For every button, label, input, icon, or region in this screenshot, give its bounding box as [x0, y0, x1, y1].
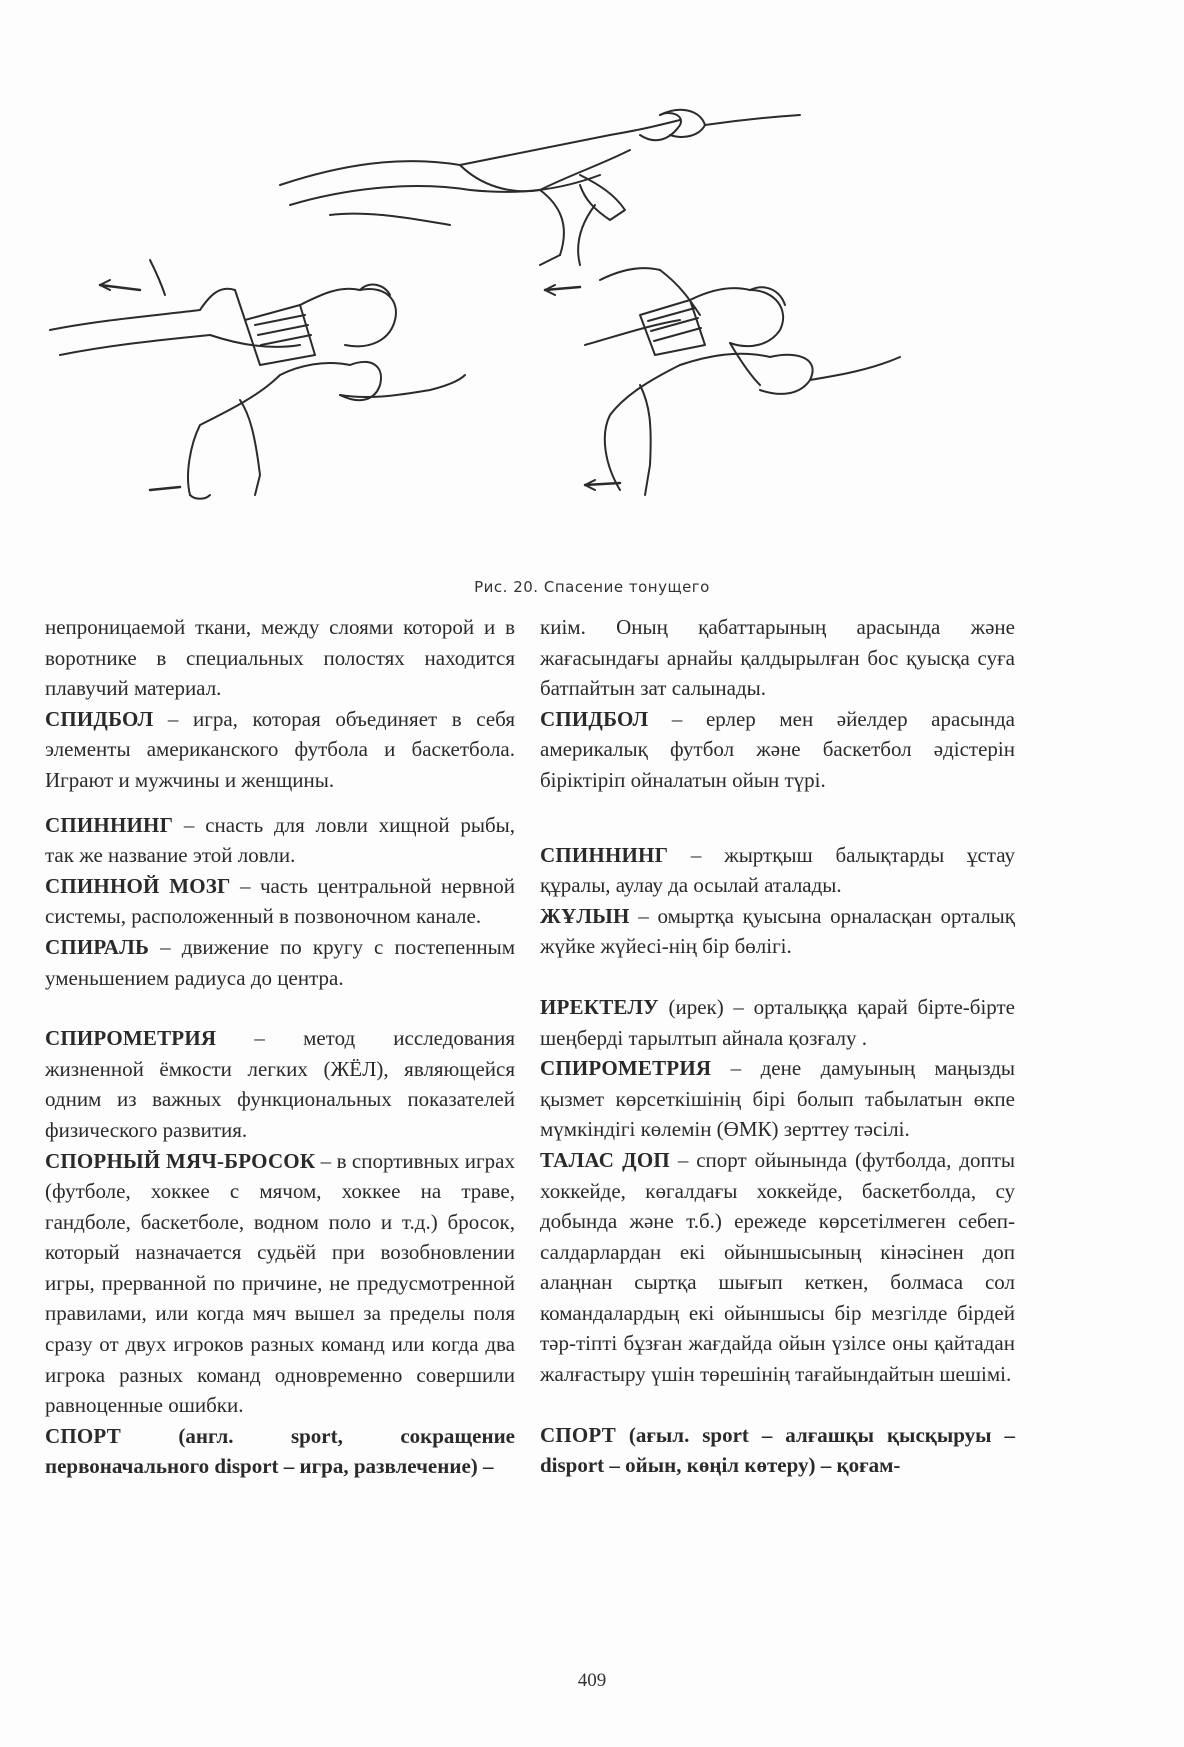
entry-text: – в спортивных играх (футболе, хоккее с мячом, хоккее на траве, гандболе, баскетболе, водном поло и т.д.) бросок, который назначается судьёй при возобновлении игры, прерванной по причине, не предусмотренной правилами, или когда мяч вышел за пределы поля сразу от двух игроков разных команд или когда два игрока разных команд одновременно совершили равноценные ошибки.: [45, 1148, 515, 1418]
entry-spinning: [540, 840, 1015, 901]
entry-term: СПИННОЙ МОЗГ: [45, 873, 231, 898]
entry-continuation: [45, 612, 515, 704]
entry-spinal-cord: [45, 871, 515, 932]
rescue-illustration: [40, 95, 1025, 570]
entry-text: (ирек) – орталыққа қарай бірте-бірте шеңберді тарылтып айнала қозғалу .: [540, 994, 1015, 1050]
entry-spinal-cord: [540, 901, 1015, 962]
entry-spiral: [540, 992, 1015, 1053]
entry-term: СПИДБОЛ: [540, 706, 649, 731]
entry-term: СПОРТ: [45, 1423, 121, 1448]
entry-sport: [45, 1421, 515, 1482]
entry-jump-ball: [540, 1145, 1015, 1390]
entry-spinning: [45, 810, 515, 871]
entry-spidbol: [45, 704, 515, 796]
entry-term: СПОРТ: [540, 1422, 616, 1447]
entry-text: – метод исследования жизненной ёмкости легких (ЖЁЛ), являющейся одним из важных функциональных показателей физического развития.: [45, 1026, 515, 1142]
entry-term: СПИРАЛЬ: [45, 934, 150, 959]
entry-text: – игра, которая объединяет в себя элементы американского футбола и баскетбола. Играют и мужчины и женщины.: [45, 706, 515, 792]
entry-text: – часть центральной нервной системы, расположенный в позвоночном канале.: [45, 873, 515, 929]
entry-text: – ерлер мен әйелдер арасында америкалық футбол және баскетбол әдістерін біріктіріп ойналатын ойын түрі.: [540, 706, 1015, 792]
swimmer-rescue-drawing-icon: [40, 95, 1025, 570]
entry-text: – движение по кругу с постепенным уменьшением радиуса до центра.: [45, 934, 515, 990]
entry-text: – омыртқа қуысына орналасқан орталық жүйке жүйесі-нің бір бөлігі.: [540, 903, 1015, 959]
entry-text: непроницаемой ткани, между слоями которой и в воротнике в специальных полостях находится плавучий материал.: [45, 615, 515, 701]
entry-spirometry: [540, 1053, 1015, 1145]
kazakh-column: [540, 612, 1015, 1481]
entry-term: СПИРОМЕТРИЯ: [45, 1026, 217, 1051]
figure-caption: Рис. 20. Спасение тонущего: [474, 578, 710, 596]
entry-term: СПИДБОЛ: [45, 706, 154, 731]
entry-term: ТАЛАС ДОП: [540, 1147, 670, 1172]
entry-text: киім. Оның қабаттарының арасында және жағасындағы арнайы қалдырылған бос қуысқа суға батпайтын зат салынады.: [540, 615, 1015, 701]
entry-spidbol: [540, 704, 1015, 796]
entry-term: СПИННИНГ: [540, 842, 669, 867]
entry-text: – снасть для ловли хищной рыбы, так же название этой ловли.: [45, 812, 515, 868]
entry-jump-ball: [45, 1146, 515, 1421]
entry-text: – жыртқыш балықтарды ұстау құралы, аулау да осылай аталады.: [540, 842, 1015, 898]
entry-term: СПИРОМЕТРИЯ: [540, 1056, 712, 1081]
entry-continuation: [540, 612, 1015, 704]
entry-term: ИРЕКТЕЛУ: [540, 994, 659, 1019]
entry-text: (ағыл. sport – алғашқы қысқыруы – disport – ойын, көңіл көтеру) – қоғам-: [540, 1422, 1015, 1478]
page-number: 409: [577, 1670, 607, 1691]
entry-sport: [540, 1420, 1015, 1481]
entry-spirometry: [45, 1023, 515, 1145]
entry-text: – спорт ойынында (футболда, допты хоккейде, көгалдағы хоккейде, баскетболда, су добында және т.б.) ережеде көрсетілмеген себеп-салдарлардан екі ойыншысының кінәсінен доп алаңнан сыртқа шығып кеткен, болмаса сол командалардың екі ойыншысы бір мезгілде бірдей тәр-тіпті бұзған жағдайда ойын үзілсе оны қайтадан жалғастыру үшін төрешінің тағайындайтын шешімі.: [540, 1147, 1015, 1387]
entry-spiral: [45, 932, 515, 993]
entry-term: СПОРНЫЙ МЯЧ-БРОСОК: [45, 1148, 316, 1173]
entry-text: (англ. sport, сокращение первоначального disport – игра, развлечение) –: [45, 1423, 515, 1479]
entry-text: – дене дамуының маңызды қызмет көрсеткішінің бірі болып табылатын өкпе мүмкіндігі көлемін (ӨМК) зерттеу тәсілі.: [540, 1056, 1015, 1142]
entry-term: ЖҰЛЫН: [540, 903, 630, 928]
russian-column: [45, 612, 515, 1482]
entry-term: СПИННИНГ: [45, 812, 174, 837]
